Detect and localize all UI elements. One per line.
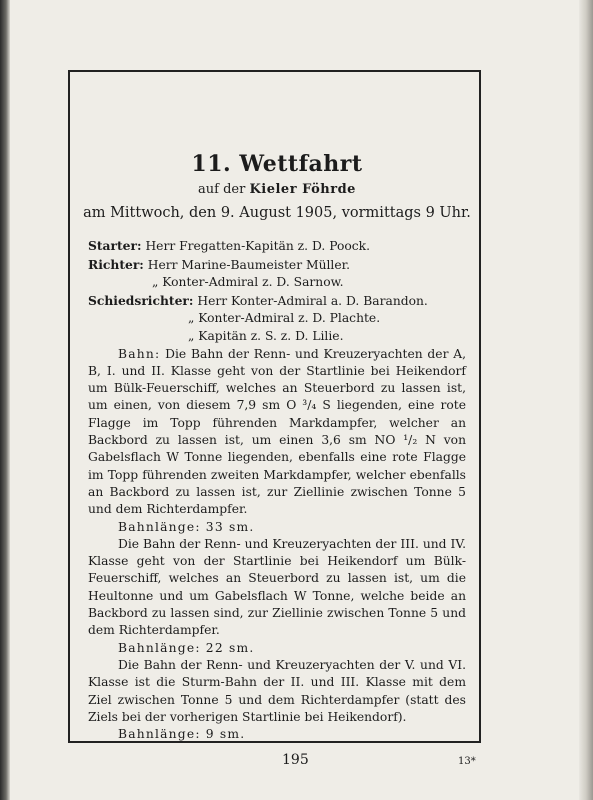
schiedsrichter-label: Schiedsrichter: — [88, 292, 194, 308]
course-text-2: Die Bahn der Renn- und Kreuzeryachten der III. und IV. Klasse geht von der Startlinie bei Heikendorf um Bülk-Feuerschiff, welches an Steuerbord zu lassen ist, um die Heultonne und um Gabelsflach W Tonne, welche beide an Backbord zu lassen sind, zur Ziellinie zwischen Tonne 5 und dem Richterdampfer. — [88, 536, 466, 638]
schiedsrichter-value-2: „ Konter-Admiral z. D. Plachte. — [188, 311, 381, 326]
course-length-1: Bahnlänge: 33 sm. — [118, 519, 255, 534]
course-paragraph-3 — [88, 657, 466, 726]
page-content — [83, 150, 471, 743]
subtitle-prefix: auf der — [198, 182, 246, 197]
schiedsrichter-line-2 — [88, 310, 466, 328]
race-subtitle — [88, 181, 466, 199]
course-paragraph-1 — [88, 346, 466, 519]
course-length-3: Bahnlänge: 9 sm. — [118, 727, 246, 742]
subtitle-place: Kieler Föhrde — [249, 182, 356, 197]
course-lead: Bahn: — [118, 346, 161, 361]
starter-line — [88, 237, 466, 256]
race-title: 11. Wettfahrt — [191, 151, 363, 177]
page-edge-shadow — [579, 0, 593, 800]
schiedsrichter-line-1 — [88, 292, 466, 311]
course-paragraph-2 — [88, 536, 466, 640]
signature-mark: 13* — [458, 756, 476, 767]
book-spine-shadow — [0, 0, 10, 800]
richter-line-2 — [88, 274, 466, 292]
schiedsrichter-value-1: Herr Konter-Admiral a. D. Barandon. — [197, 293, 428, 308]
richter-value-2: „ Konter-Admiral z. D. Sarnow. — [152, 275, 344, 290]
starter-value: Herr Fregatten-Kapitän z. D. Poock. — [145, 239, 371, 253]
schiedsrichter-value-3: „ Kapitän z. S. z. D. Lilie. — [188, 328, 344, 343]
page-number: 195 — [282, 752, 309, 768]
course-text-1: Die Bahn der Renn- und Kreuzeryachten der A, B, I. und II. Klasse geht von der Startlinie bei Heikendorf um Bülk-Feuerschiff, welches an Steuerbord zu lassen ist, um einen, von diesem 7,9 sm O ³/₄ S liegenden, eine rote Flagge im Topp führenden Markdampfer, welcher an Backbord zu lassen ist, um einen 3,6 sm NO ¹/₂ N von Gabelsflach W Tonne liegenden, ebenfalls eine rote Flagge im Topp führenden zweiten Markdampfer, welcher ebenfalls an Backbord zu lassen ist, zur Ziellinie zwischen Tonne 5 und dem Richterdampfer. — [88, 346, 466, 517]
course-text-3: Die Bahn der Renn- und Kreuzeryachten der V. und VI. Klasse ist die Sturm-Bahn der II. und III. Klasse mit dem Ziel zwischen Tonne 5 und dem Richterdampfer (statt des Ziels bei der vorherigen Startlinie bei Heikendorf). — [88, 657, 466, 724]
race-dateline: am Mittwoch, den 9. August 1905, vormittags 9 Uhr. — [83, 205, 471, 221]
schiedsrichter-line-3 — [88, 328, 466, 346]
richter-line-1 — [88, 256, 466, 275]
starter-label: Starter: — [88, 238, 142, 253]
course-length-2: Bahnlänge: 22 sm. — [118, 640, 255, 655]
richter-label: Richter: — [88, 256, 144, 272]
richter-value-1: Herr Marine-Baumeister Müller. — [147, 257, 351, 272]
